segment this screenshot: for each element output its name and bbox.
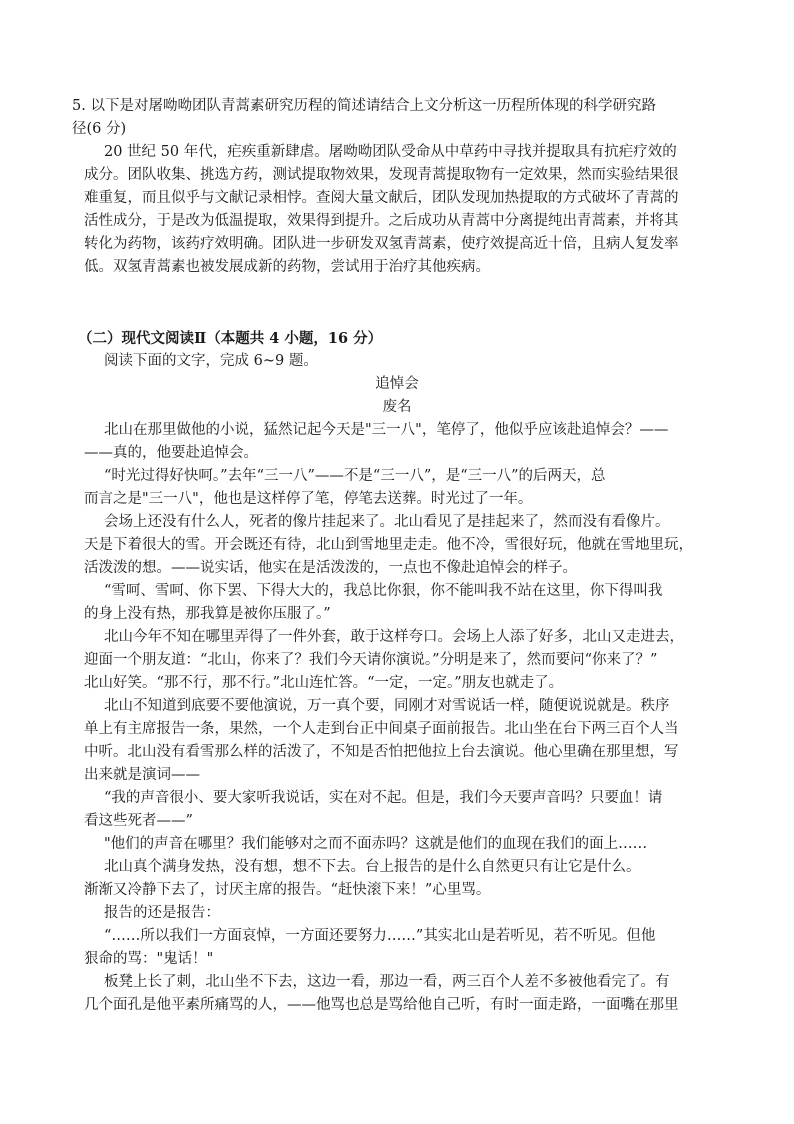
question-5-text-line: 难重复，而且似乎与文献记录相悖。查阅大量文献后，团队发现加热提取的方式破坏了青蒿的	[84, 190, 679, 206]
question-5-text-line: 成分。团队收集、挑选方药，测试提取物效果，发现青蒿提取物有一定效果，然而实验结果很	[84, 167, 679, 183]
passage-line: 北山今年不知在哪里弄得了一件外套，敢于这样夸口。会场上人添了好多，北山又走进去，	[104, 629, 684, 645]
question-5-prompt-cont: 径(6 分)	[72, 121, 127, 137]
passage-line: 报告的还是报告：	[104, 905, 220, 921]
passage-line: "他们的声音在哪里？我们能够对之而不面赤吗？这就是他们的血现在我们的面上……	[104, 836, 648, 852]
passage-line: 北山好笑。“那不行，那不行。”北山连忙答。“一定，一定。”朋友也就走了。	[84, 675, 564, 691]
passage-line: 活泼泼的想。——说实话，他实在是活泼泼的，一点也不像赴追悼会的样子。	[84, 560, 577, 576]
passage-line: 北山真个满身发热，没有想，想不下去。台上报告的是什么自然更只有让它是什么。	[104, 859, 641, 875]
passage-line: 狠命的骂："鬼话！"	[84, 951, 214, 967]
passage-line: “我的声音很小、要大家听我说话，实在对不起。但是，我们今天要声音吗？只要血！请	[104, 790, 663, 806]
passage-line: 渐渐又冷静下去了，讨厌主席的报告。“赶快滚下来！”心里骂。	[84, 882, 491, 898]
passage-line: 北山不知道到底要不要他演说，万一真个要，同刚才对雪说话一样，随便说说就是。秩序	[104, 698, 670, 714]
article-title: 追悼会	[375, 376, 419, 392]
passage-line: “雪呵、雪呵、你下罢、下得大大的，我总比你狠，你不能叫我不站在这里，你下得叫我	[104, 583, 663, 599]
passage-line: 几个面孔是他平素所痛骂的人，——他骂也总是骂给他自己听，有时一面走路，一面嘴在那里	[84, 997, 679, 1013]
passage-line: 的身上没有热，那我算是被你压服了。”	[84, 606, 331, 622]
passage-line: “……所以我们一方面哀悼，一方面还要努力……”其实北山是若听见，若不听见。但他	[104, 928, 656, 944]
passage-line: ——真的，他要赴追悼会。	[84, 445, 258, 461]
question-5-text-line: 20 世纪 50 年代，疟疾重新肆虐。屠呦呦团队受命从中草药中寻找并提取具有抗疟疗效的	[104, 144, 677, 160]
question-5-text-line: 低。双氢青蒿素也被发展成新的药物，尝试用于治疗其他疾病。	[84, 259, 490, 275]
passage-line: 会场上还没有什么人，死者的像片挂起来了。北山看见了是挂起来了，然而没有看像片。	[104, 514, 670, 530]
article-author: 废名	[382, 399, 412, 415]
passage-line: 看这些死者——”	[84, 813, 193, 829]
passage-line: 单上有主席报告一条，果然，一个人走到台正中间桌子面前报告。北山坐在台下两三百个人当	[84, 721, 679, 737]
passage-line: 出来就是演词——	[84, 767, 200, 783]
question-5-prompt: 5. 以下是对屠呦呦团队青蒿素研究历程的简述请结合上文分析这一历程所体现的科学研究路	[72, 98, 656, 114]
section-heading: （二）现代文阅读Ⅱ（本题共 4 小题，16 分）	[78, 330, 383, 347]
passage-line: 迎面一个朋友道：“北山，你来了？我们今天请你演说。”分明是来了，然而要问“你来了？”	[84, 652, 658, 668]
passage-line: “时光过得好快呵。”去年“三一八”——不是“三一八”，是“三一八”的后两天，总	[104, 468, 606, 484]
question-5-text-line: 转化为药物，该药疗效明确。团队进一步研发双氢青蒿素，使疗效提高近十倍，且病人复发率	[84, 236, 679, 252]
passage-line: 北山在那里做他的小说，猛然记起今天是"三一八"，笔停了，他似乎应该赴追悼会？——	[104, 422, 669, 438]
passage-line: 板凳上长了刺，北山坐不下去，这边一看，那边一看，两三百个人差不多被他看完了。有	[104, 974, 670, 990]
passage-line: 天是下着很大的雪。开会既还有待，北山到雪地里走走。他不冷，雪很好玩，他就在雪地里玩，	[84, 537, 693, 553]
question-5-text-line: 活性成分，于是改为低温提取，效果得到提升。之后成功从青蒿中分离提纯出青蒿素，并将其	[84, 213, 679, 229]
reading-instruction: 阅读下面的文字，完成 6~9 题。	[104, 353, 318, 369]
passage-line: 中听。北山没有看雪那么样的活泼了，不知是否怕把他拉上台去演说。他心里确在那里想，写	[84, 744, 679, 760]
passage-line: 而言之是"三一八"，他也是这样停了笔，停笔去送葬。时光过了一年。	[84, 491, 533, 507]
